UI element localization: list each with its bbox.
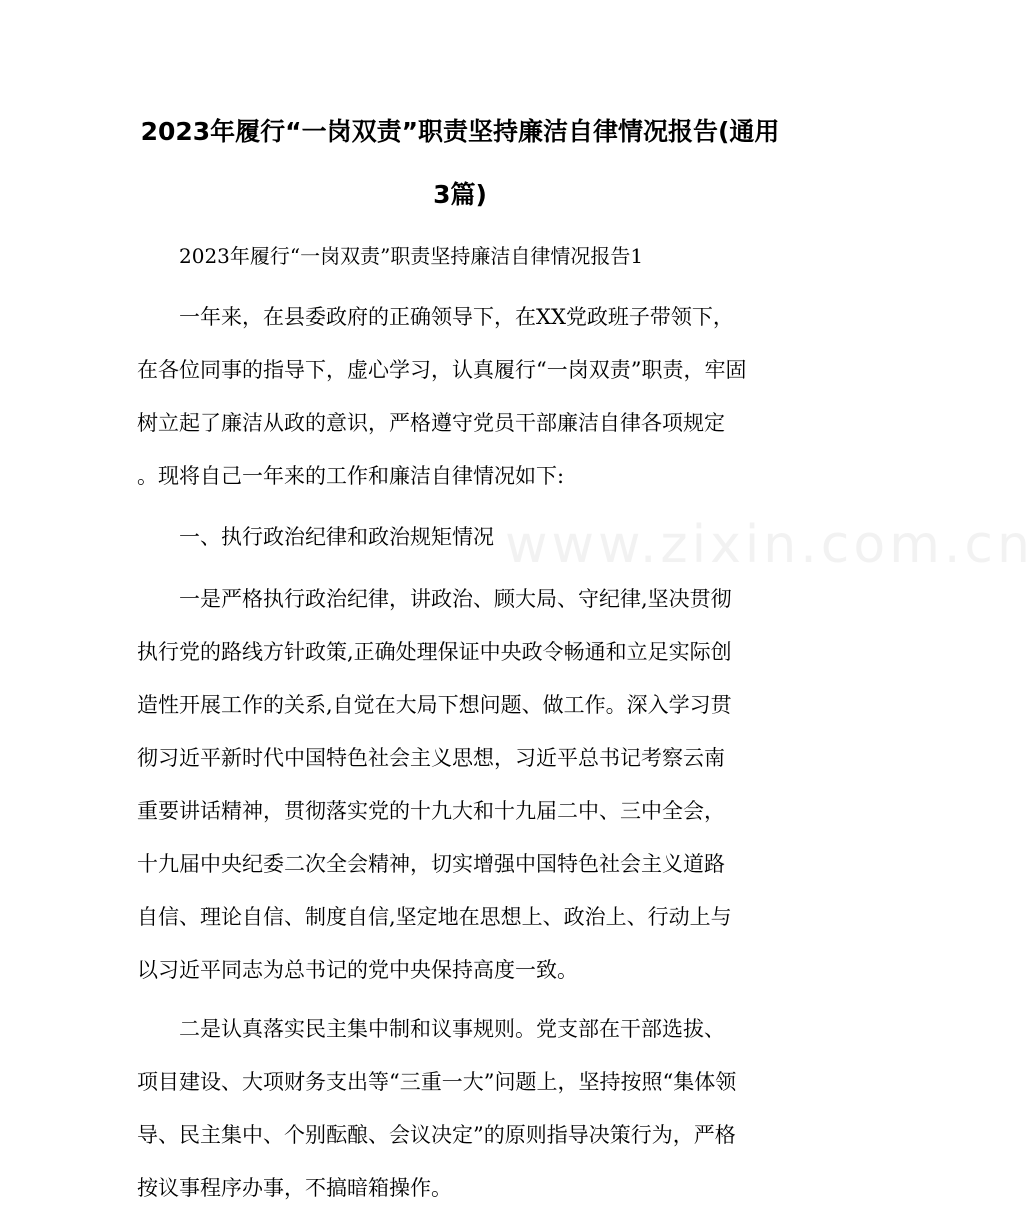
paragraph-line: 。现将自己一年来的工作和廉洁自律情况如下: <box>137 464 565 488</box>
paragraph-line: 一是严格执行政治纪律，讲政治、顾大局、守纪律,坚决贯彻 <box>179 587 732 611</box>
paragraph-line: 造性开展工作的关系,自觉在大局下想问题、做工作。深入学习贯 <box>137 693 732 717</box>
paragraph-line: 一年来，在县委政府的正确领导下，在XX党政班子带领下， <box>179 305 734 329</box>
paragraph-line: 按议事程序办事，不搞暗箱操作。 <box>137 1176 452 1200</box>
paragraph-line: 项目建设、大项财务支出等“三重一大”问题上，坚持按照“集体领 <box>137 1070 737 1094</box>
paragraph-line: 自信、理论自信、制度自信,坚定地在思想上、政治上、行动上与 <box>137 905 732 929</box>
paragraph-line: 执行党的路线方针政策,正确处理保证中央政令畅通和立足实际创 <box>137 640 732 664</box>
paragraph-line: 彻习近平新时代中国特色社会主义思想，习近平总书记考察云南 <box>137 746 725 770</box>
document-title-line-2: 3篇) <box>433 180 487 209</box>
paragraph-line: 树立起了廉洁从政的意识，严格遵守党员干部廉洁自律各项规定 <box>137 411 725 435</box>
section-heading: 一、执行政治纪律和政治规矩情况 <box>179 525 494 549</box>
paragraph-line: 导、民主集中、个别酝酿、会议决定”的原则指导决策行为，严格 <box>137 1123 736 1147</box>
watermark: www.zixin.com.cn <box>505 515 1034 575</box>
document-title-line-1: 2023年履行“一岗双责”职责坚持廉洁自律情况报告(通用 <box>140 117 780 146</box>
paragraph-line: 在各位同事的指导下，虚心学习，认真履行“一岗双责”职责，牢固 <box>137 358 747 382</box>
report-subtitle: 2023年履行“一岗双责”职责坚持廉洁自律情况报告1 <box>179 244 644 268</box>
paragraph-line: 十九届中央纪委二次全会精神，切实增强中国特色社会主义道路 <box>137 852 725 876</box>
paragraph-line: 二是认真落实民主集中制和议事规则。党支部在干部选拔、 <box>179 1017 725 1041</box>
paragraph-line: 以习近平同志为总书记的党中央保持高度一致。 <box>137 958 578 982</box>
paragraph-line: 重要讲话精神，贯彻落实党的十九大和十九届二中、三中全会， <box>137 799 725 823</box>
